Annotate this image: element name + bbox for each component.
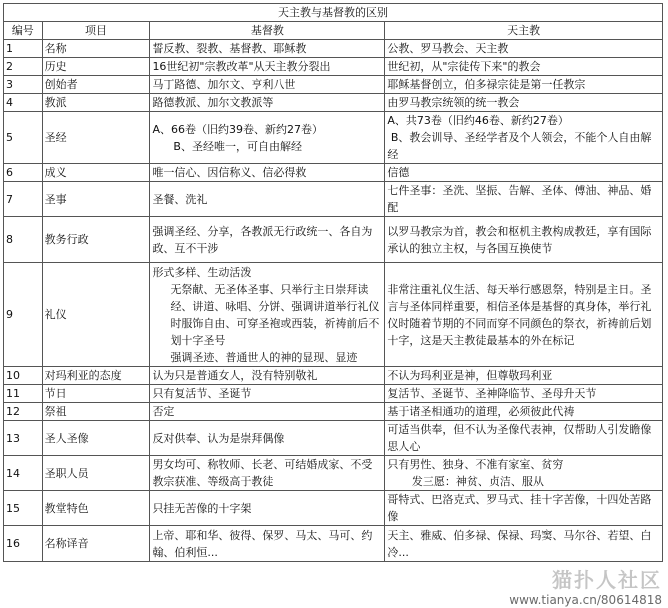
table-row	[4, 112, 663, 164]
catholic-cell: 信德	[385, 164, 663, 182]
protestant-cell	[150, 263, 385, 367]
table-row	[4, 421, 663, 456]
row-item: 历史	[42, 58, 150, 76]
catholic-cell: 只有男性、独身、不准有家室、贫穷 发三愿：神贫、贞洁、服从	[385, 456, 663, 491]
table-row	[4, 164, 663, 182]
row-item: 成义	[42, 164, 150, 182]
table-row	[4, 263, 663, 367]
row-number: 1	[4, 40, 43, 58]
protestant-cell: 强调圣经、分享，各教派无行政统一、各自为政、互不干涉	[150, 217, 385, 263]
header-catholic: 天主教	[385, 22, 663, 40]
watermark	[509, 564, 662, 607]
table-row	[4, 491, 663, 526]
protestant-cell: 只挂无苦像的十字架	[150, 491, 385, 526]
protestant-cell: 圣餐、洗礼	[150, 182, 385, 217]
row-number: 6	[4, 164, 43, 182]
table-row	[4, 40, 663, 58]
row-number: 13	[4, 421, 43, 456]
row-number: 5	[4, 112, 43, 164]
catholic-cell: 不认为玛利亚是神，但尊敬玛利亚	[385, 367, 663, 385]
catholic-cell: 哥特式、巴洛克式、罗马式、挂十字苦像，十四处苦路像	[385, 491, 663, 526]
watermark-url: www.tianya.cn/80614818	[509, 593, 662, 607]
protestant-cell: 誓反教、裂教、基督教、耶稣教	[150, 40, 385, 58]
row-number: 14	[4, 456, 43, 491]
row-item: 圣经	[42, 112, 150, 164]
row-item: 名称译音	[42, 526, 150, 562]
protestant-cell: 男女均可、称牧师、长老、可结婚成家、不受教宗获准、等级高于教徒	[150, 456, 385, 491]
row-number: 11	[4, 385, 43, 403]
row-number: 8	[4, 217, 43, 263]
row-item: 创始者	[42, 76, 150, 94]
header-item: 项目	[42, 22, 150, 40]
catholic-cell: 耶稣基督创立，伯多禄宗徒是第一任教宗	[385, 76, 663, 94]
row-item: 礼仪	[42, 263, 150, 367]
row-number: 10	[4, 367, 43, 385]
row-item: 名称	[42, 40, 150, 58]
row-item: 教堂特色	[42, 491, 150, 526]
catholic-cell: 世纪初，从"宗徒传下来"的教会	[385, 58, 663, 76]
row-item: 圣职人员	[42, 456, 150, 491]
protestant-cell: 否定	[150, 403, 385, 421]
table-row	[4, 217, 663, 263]
protestant-cell: 路德教派、加尔文教派等	[150, 94, 385, 112]
row-number: 16	[4, 526, 43, 562]
header-protestant: 基督教	[150, 22, 385, 40]
protestant-cell: 认为只是普通女人，没有特别敬礼	[150, 367, 385, 385]
catholic-cell: 以罗马教宗为首，教会和枢机主教构成教廷，享有国际承认的独立主权，与各国互换使节	[385, 217, 663, 263]
table-row	[4, 58, 663, 76]
protestant-cell-line: 强调圣迹、普通世人的神的显现、显迹	[170, 350, 358, 364]
protestant-cell: A、66卷（旧约39卷、新约27卷） B、圣经唯一，可自由解经	[150, 112, 385, 164]
row-number: 12	[4, 403, 43, 421]
row-item: 教派	[42, 94, 150, 112]
row-number: 3	[4, 76, 43, 94]
row-item: 节日	[42, 385, 150, 403]
protestant-cell: 马丁路德、加尔文、亨利八世	[150, 76, 385, 94]
table-header-row	[4, 22, 663, 40]
row-number: 2	[4, 58, 43, 76]
row-number: 4	[4, 94, 43, 112]
header-number: 编号	[4, 22, 43, 40]
table-row	[4, 403, 663, 421]
table-row	[4, 456, 663, 491]
row-item: 圣事	[42, 182, 150, 217]
protestant-cell: 16世纪初"宗教改革"从天主教分裂出	[150, 58, 385, 76]
row-item: 对玛利亚的态度	[42, 367, 150, 385]
row-number: 7	[4, 182, 43, 217]
catholic-cell: A、共73卷（旧约46卷、新约27卷） B、教会训导、圣经学者及个人领会，不能个人自由解经	[385, 112, 663, 164]
catholic-cell: 复活节、圣诞节、圣神降临节、圣母升天节	[385, 385, 663, 403]
row-number: 15	[4, 491, 43, 526]
catholic-cell: 基于诸圣相通功的道理，必须彼此代祷	[385, 403, 663, 421]
row-item: 教务行政	[42, 217, 150, 263]
row-number: 9	[4, 263, 43, 367]
protestant-cell-line: 形式多样、生动活泼	[152, 265, 252, 279]
table-row	[4, 182, 663, 217]
catholic-cell: 非常注重礼仪生活、每天举行感恩祭，特别是主日。圣言与圣体同样重要，相信圣体是基督的真身体，举行礼仪时随着节期的不同而穿不同颜色的祭衣，祈祷前后划十字，这是天主教徒最基本的外在标记	[385, 263, 663, 367]
catholic-cell: 天主、雅威、伯多禄、保禄、玛窦、马尔谷、若望、白冷...	[385, 526, 663, 562]
table-body	[4, 40, 663, 562]
comparison-table	[3, 3, 663, 562]
table-row	[4, 76, 663, 94]
table-row	[4, 94, 663, 112]
protestant-cell-line: 无祭献、无圣体圣事、只举行主日崇拜读经、讲道、咏唱、分饼、强调讲道举行礼仪时服饰自由、可穿圣袍或西装，祈祷前后不划十字圣号	[170, 282, 380, 347]
table-row	[4, 367, 663, 385]
table-row	[4, 385, 663, 403]
catholic-cell: 公教、罗马教会、天主教	[385, 40, 663, 58]
watermark-text: 猫扑人社区	[552, 568, 662, 592]
catholic-cell: 可适当供奉，但不认为圣像代表神，仅帮助人引发瞻像思人心	[385, 421, 663, 456]
protestant-cell: 只有复活节、圣诞节	[150, 385, 385, 403]
catholic-cell: 由罗马教宗统领的统一教会	[385, 94, 663, 112]
protestant-cell: 上帝、耶和华、彼得、保罗、马太、马可、约翰、伯利恒...	[150, 526, 385, 562]
protestant-cell: 唯一信心、因信称义、信必得救	[150, 164, 385, 182]
catholic-cell: 七件圣事：圣洗、坚振、告解、圣体、傅油、神品、婚配	[385, 182, 663, 217]
table-title: 天主教与基督教的区别	[4, 4, 663, 22]
table-row	[4, 526, 663, 562]
row-item: 祭祖	[42, 403, 150, 421]
protestant-cell: 反对供奉、认为是崇拜偶像	[150, 421, 385, 456]
row-item: 圣人圣像	[42, 421, 150, 456]
